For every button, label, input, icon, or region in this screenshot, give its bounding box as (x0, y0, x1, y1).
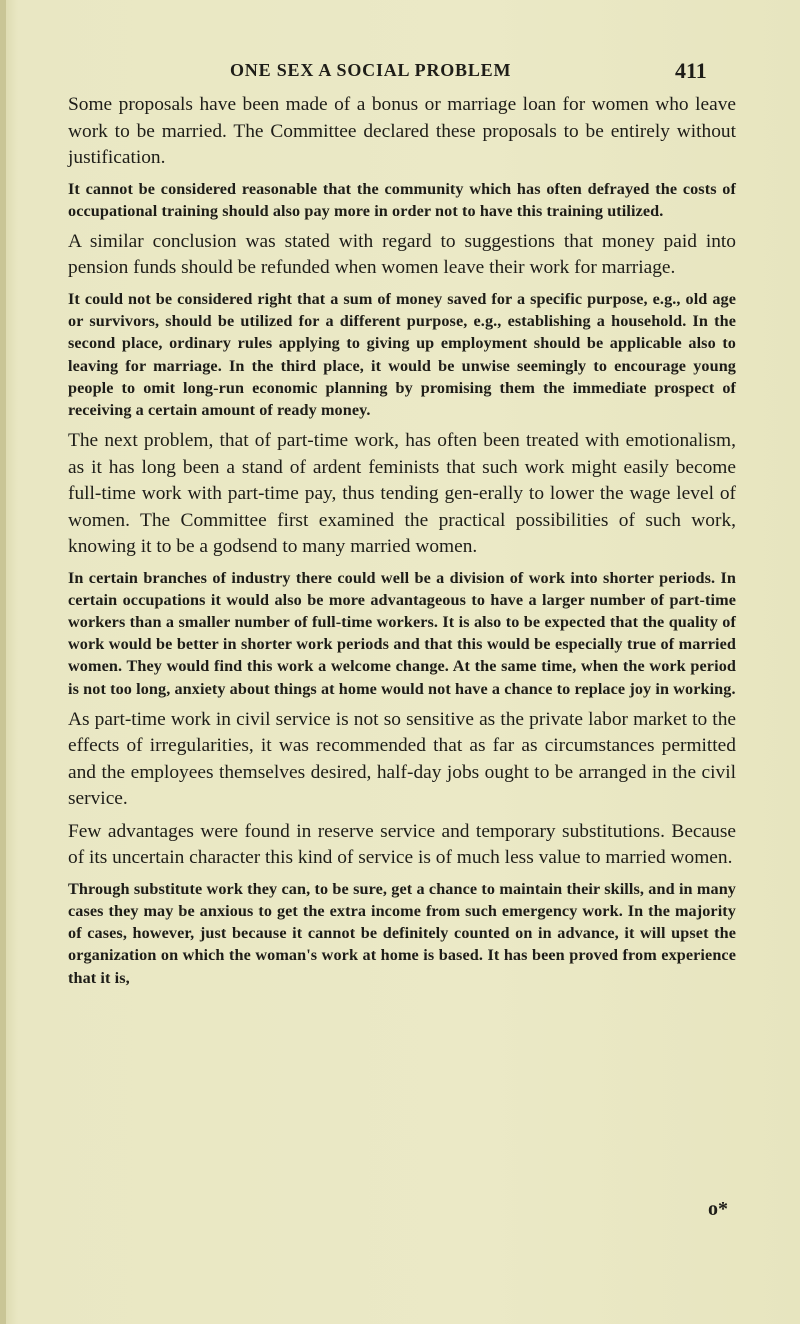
body-paragraph: Some proposals have been made of a bonus or marriage loan for women who leave work to be married. The Committee declared these proposals to be entirely without justification. (68, 94, 736, 168)
quoted-paragraph: It could not be considered right that a sum of money saved for a specific purpose, e.g., old age or survivors, should be utilized for a different purpose, e.g., establishing a household. In the second place, ordinary rules applying to giving up employment should be applicable also to leaving for marriage. In the third place, it would be unwise seemingly to encourage young people to omit long-run economic planning by promising them the immediate prospect of receiving a certain amount of ready money. (68, 289, 736, 419)
body-paragraph: Few advantages were found in reserve service and temporary substitutions. Because of its uncertain character this kind of service is of much less value to married women. (68, 820, 736, 869)
body-paragraph: The next problem, that of part-time work, has often been treated with emotionalism, as it has long been a stand of ardent feminists that such work might easily become full-time work with part-time pay, thus tending gen-erally to lower the wage level of women. The Committee first examined the practical possibilities of such work, knowing it to be a godsend to many married women. (68, 430, 736, 558)
body-paragraph: A similar conclusion was stated with regard to suggestions that money paid into pension funds should be refunded when women leave their work for marriage. (68, 230, 736, 279)
page-number: 411 (675, 58, 707, 83)
page-edge (0, 0, 6, 1324)
quoted-paragraph: Through substitute work they can, to be sure, get a chance to maintain their skills, and in many cases they may be anxious to get the extra income from such emergency work. In the majority of cases, however, just because it cannot be definitely counted on in advance, it will upset the organization on which the woman's work at home is based. It has been proved from experience that it is, (68, 879, 736, 987)
page-body (68, 92, 736, 996)
page-header (0, 58, 800, 88)
running-head: ONE SEX A SOCIAL PROBLEM (230, 60, 512, 80)
quoted-paragraph: It cannot be considered reasonable that the community which has often defrayed the costs of occupational training should also pay more in order not to have this training utilized. (68, 179, 736, 220)
signature-mark: o* (708, 1198, 728, 1220)
quoted-paragraph: In certain branches of industry there could well be a division of work into shorter periods. In certain occupations it would also be more advantageous to have a larger number of part-time workers than a smaller number of full-time workers. It is also to be expected that the quality of work would be better in shorter work periods and that this would be especially true of married women. They would find this work a welcome change. At the same time, when the work period is not too long, anxiety about things at home would not have a chance to replace joy in working. (68, 568, 736, 698)
body-paragraph: As part-time work in civil service is not so sensitive as the private labor market to the effects of irregularities, it was recommended that as far as circumstances permitted and the employees themselves desired, half-day jobs ought to be arranged in the civil service. (68, 708, 736, 810)
